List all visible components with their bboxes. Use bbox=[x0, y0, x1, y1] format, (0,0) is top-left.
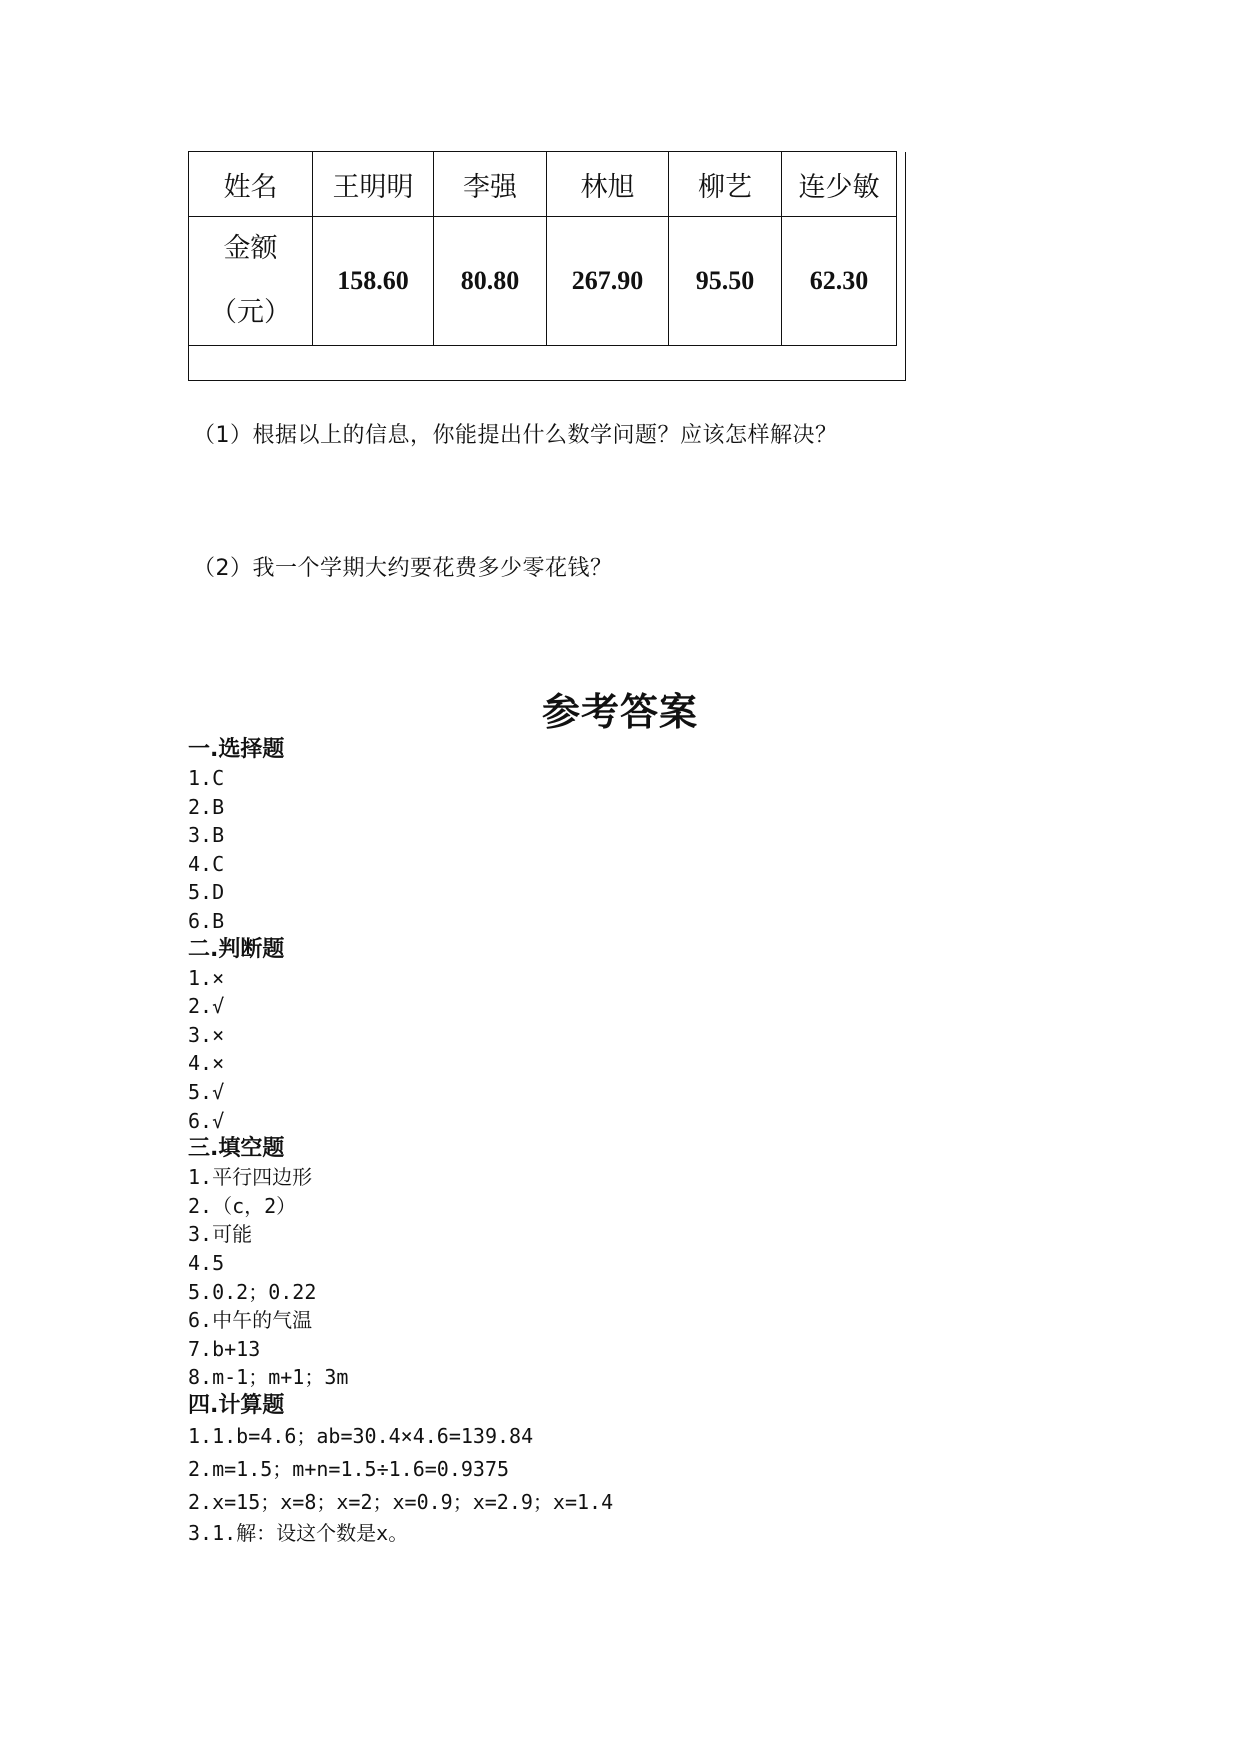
answer-item: 2.B bbox=[188, 794, 225, 819]
answer-item: 7.b+13 bbox=[188, 1336, 261, 1361]
answer-item: 1.1.b=4.6；ab=30.4×4.6=139.84 bbox=[188, 1423, 534, 1448]
amount-header-cell bbox=[189, 217, 313, 346]
amount-cell: 62.30 bbox=[782, 217, 897, 346]
name-cell: 林旭 bbox=[547, 152, 669, 217]
answer-item: 6.√ bbox=[188, 1108, 225, 1133]
section-title: 一.选择题 bbox=[188, 737, 285, 762]
amount-cell: 158.60 bbox=[313, 217, 434, 346]
answer-title: 参考答案 bbox=[541, 690, 698, 734]
question-1: （1）根据以上的信息，你能提出什么数学问题？应该怎样解决？ bbox=[193, 423, 838, 448]
answer-item: 5.√ bbox=[188, 1079, 225, 1104]
answer-item: 2.（c，2） bbox=[188, 1193, 297, 1218]
question-2: （2）我一个学期大约要花费多少零花钱？ bbox=[193, 556, 613, 581]
amount-cell: 267.90 bbox=[547, 217, 669, 346]
answer-item: 2.m=1.5；m+n=1.5÷1.6=0.9375 bbox=[188, 1456, 510, 1481]
answer-item: 1.C bbox=[188, 766, 225, 790]
amount-label-line1: 金额 bbox=[223, 233, 278, 264]
name-cell: 王明明 bbox=[313, 152, 434, 217]
answer-item: 2.x=15；x=8；x=2；x=0.9；x=2.9；x=1.4 bbox=[188, 1489, 614, 1514]
answer-item: 6.B bbox=[188, 908, 225, 933]
amount-cell: 95.50 bbox=[669, 217, 782, 346]
answer-list bbox=[188, 736, 1088, 1547]
answer-item: 4.× bbox=[188, 1051, 225, 1076]
answer-item: 1.× bbox=[188, 965, 225, 990]
allowance-table bbox=[188, 151, 906, 381]
answer-item: 8.m-1；m+1；3m bbox=[188, 1365, 349, 1390]
name-cell: 柳艺 bbox=[669, 152, 782, 217]
answer-item: 3.1.解：设这个数是x。 bbox=[188, 1520, 409, 1545]
name-cell: 连少敏 bbox=[782, 152, 897, 217]
table-edge bbox=[897, 217, 906, 346]
table-header-row bbox=[189, 152, 906, 217]
answer-item: 1.平行四边形 bbox=[188, 1165, 313, 1190]
table-amount-row bbox=[189, 217, 906, 346]
blank-cell bbox=[189, 346, 906, 381]
table-edge bbox=[897, 152, 906, 217]
name-cell: 李强 bbox=[434, 152, 547, 217]
answer-item: 4.5 bbox=[188, 1250, 225, 1275]
answer-item: 6.中午的气温 bbox=[188, 1308, 313, 1333]
amount-label-line2: （元） bbox=[210, 297, 291, 328]
answer-item: 2.√ bbox=[188, 994, 225, 1019]
answer-item: 3.可能 bbox=[188, 1222, 253, 1247]
table-blank-row bbox=[189, 346, 906, 381]
section-title: 三.填空题 bbox=[188, 1136, 285, 1162]
answer-item: 4.C bbox=[188, 851, 225, 876]
name-header-cell: 姓名 bbox=[189, 152, 313, 217]
answer-item: 5.D bbox=[188, 880, 225, 905]
answer-item: 3.B bbox=[188, 823, 225, 848]
section-title: 四.计算题 bbox=[188, 1392, 285, 1418]
answer-item: 5.0.2；0.22 bbox=[188, 1279, 317, 1304]
answer-item: 3.× bbox=[188, 1022, 225, 1047]
section-title: 二.判断题 bbox=[188, 936, 285, 962]
amount-cell: 80.80 bbox=[434, 217, 547, 346]
